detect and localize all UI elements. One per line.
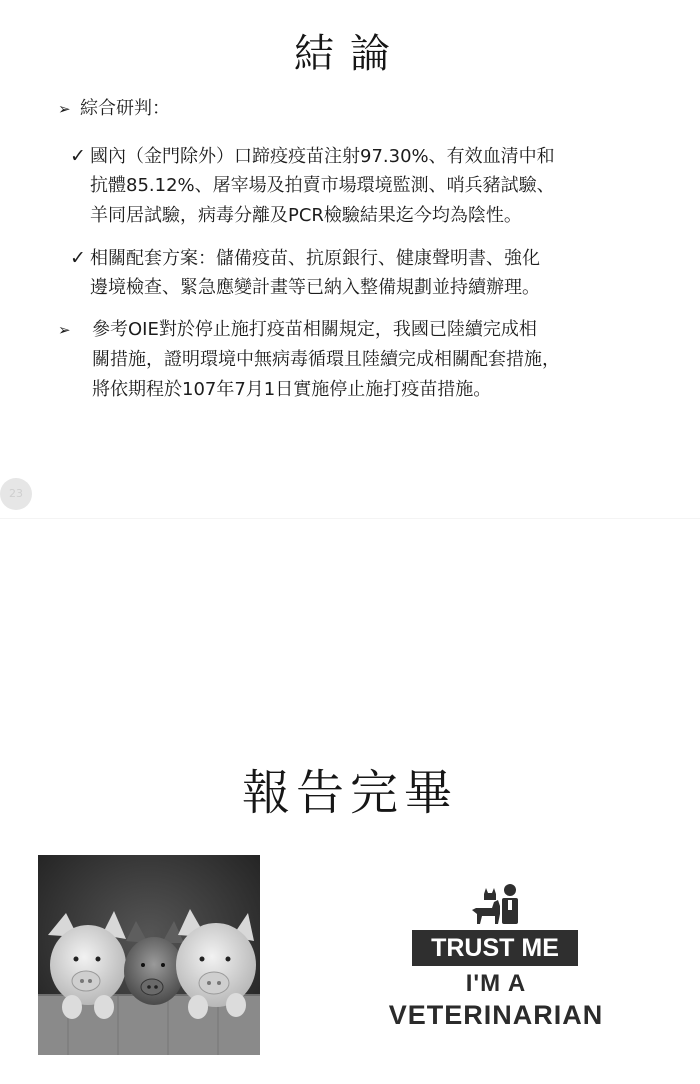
check-icon: ✓ — [70, 247, 86, 269]
arrow-bullet-icon: ➢ — [58, 100, 71, 118]
veterinarian-text: VETERINARIAN — [388, 1000, 604, 1030]
pigs-photo — [38, 855, 260, 1055]
list-item: ✓ 相關配套方案：儲備疫苗、抗原銀行、健康聲明書、強化 — [70, 243, 540, 274]
trust-me-vet-logo — [378, 870, 614, 1030]
list-item: ✓ 國內（金門除外）口蹄疫疫苗注射97.30%、有效血清中和 — [70, 141, 555, 172]
vet-with-dog-cat-icon — [470, 882, 522, 926]
section-oie: ➢ 參考OIE對於停止施打疫苗相關規定，我國已陸續完成相 — [58, 315, 537, 345]
section-heading-comprehensive — [58, 94, 170, 124]
closing-slide — [0, 518, 700, 1084]
im-a-text: I'M A — [465, 970, 527, 997]
page-number-badge: 23 — [0, 478, 32, 510]
conclusion-title: 結論 — [294, 31, 406, 77]
closing-title: 報告完畢 — [241, 765, 458, 821]
heading-text: 綜合研判： — [80, 98, 170, 119]
list-item-continuation: 邊境檢查、緊急應變計畫等已納入整備規劃並持續辦理。 — [90, 277, 540, 298]
list-item-continuation: 羊同居試驗，病毒分離及PCR檢驗結果迄今均為陰性。 — [90, 205, 522, 226]
trust-me-banner — [412, 930, 578, 966]
three-pigs-image — [38, 855, 260, 1055]
paragraph-continuation: 關措施，證明環境中無病毒循環且陸續完成相關配套措施， — [92, 349, 560, 370]
arrow-bullet-icon: ➢ — [58, 321, 71, 339]
list-item-continuation: 抗體85.12%、屠宰場及拍賣市場環境監測、哨兵豬試驗、 — [90, 175, 555, 196]
trust-me-text: TRUST ME — [431, 934, 559, 962]
conclusion-slide — [0, 0, 700, 518]
paragraph-continuation: 將依期程於107年7月1日實施停止施打疫苗措施。 — [92, 379, 492, 400]
check-icon: ✓ — [70, 145, 86, 167]
